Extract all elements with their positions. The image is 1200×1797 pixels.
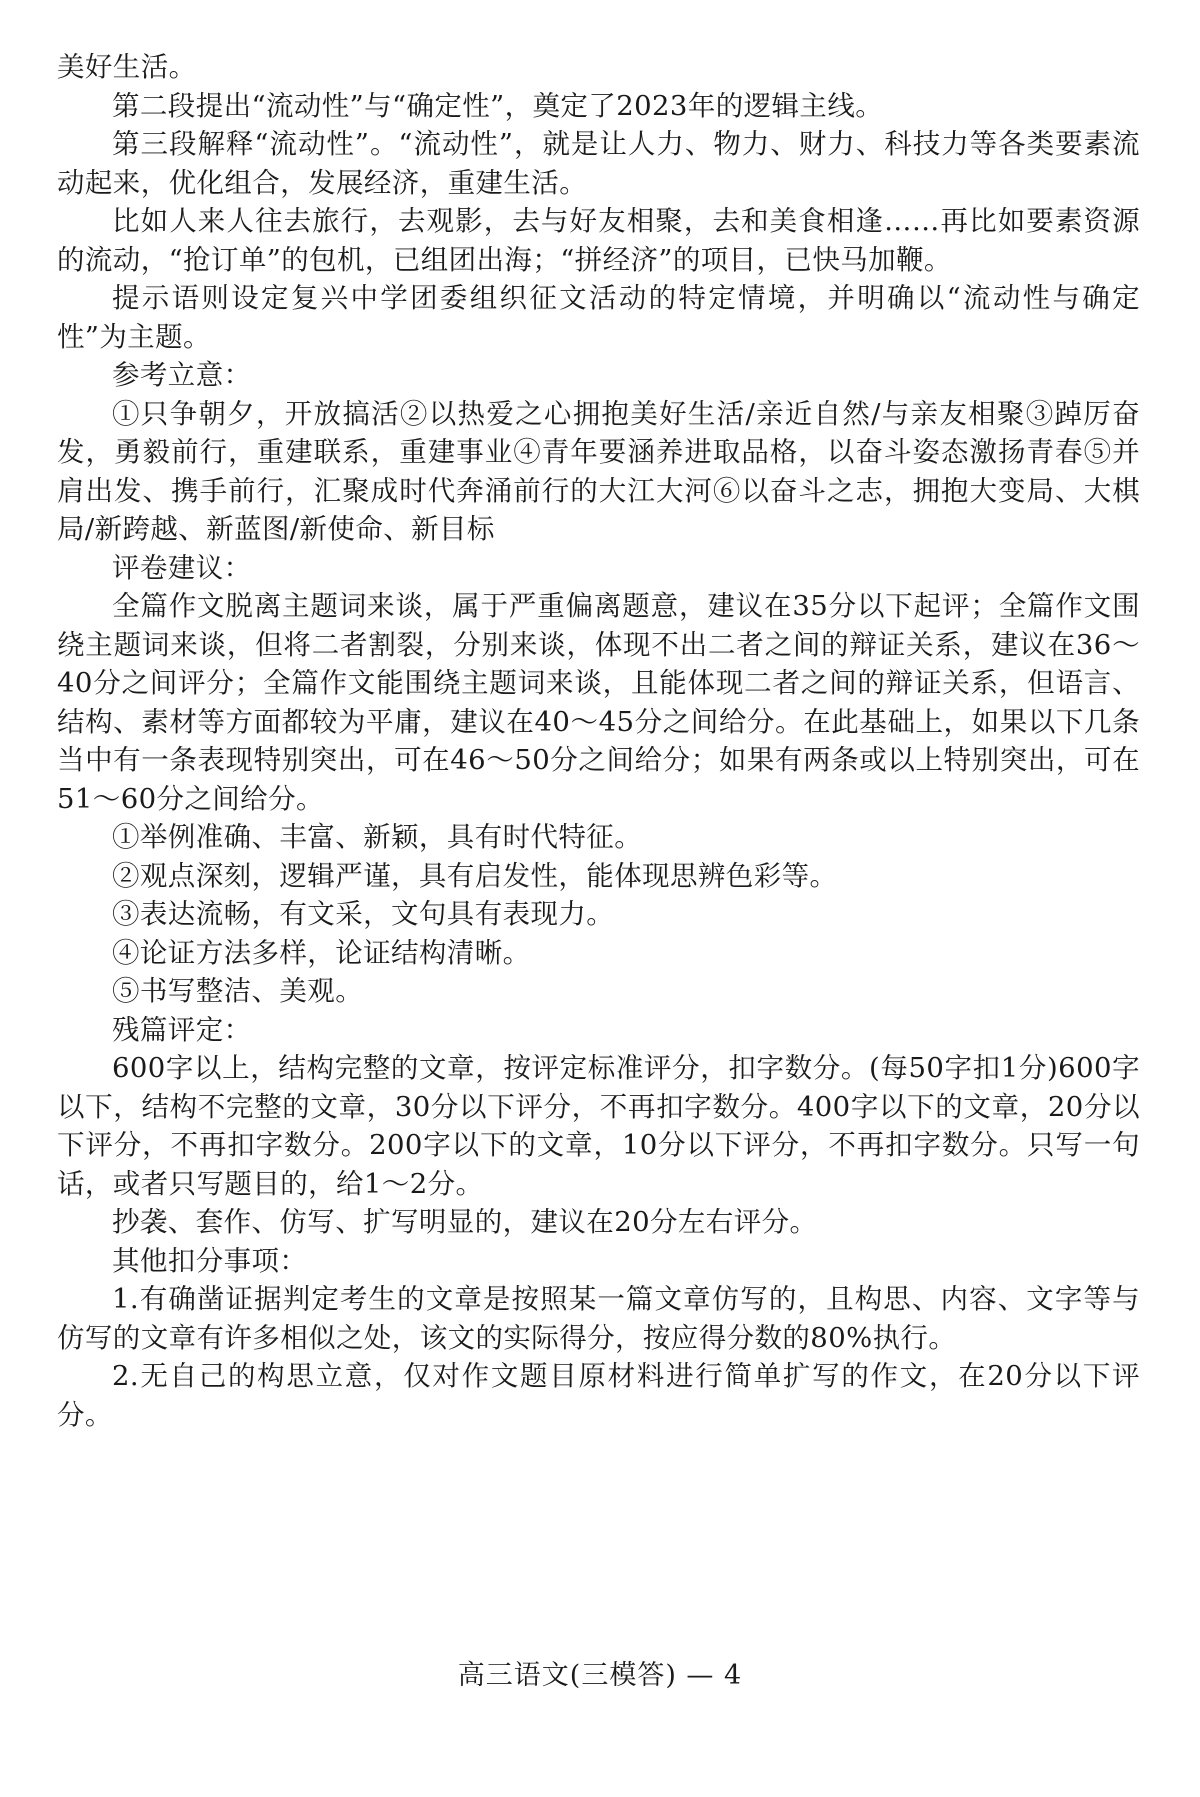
paragraph-second-section: 第二段提出“流动性”与“确定性”，奠定了2023年的逻辑主线。 bbox=[112, 89, 884, 122]
grading-heading: 评卷建议： bbox=[112, 551, 252, 584]
paragraph-third-section: 第三段解释“流动性”。“流动性”，就是让人力、物力、财力、科技力等各类要素流动起来，优化组合，发展经济，重建生活。 bbox=[57, 128, 1140, 199]
reference-text: ①只争朝夕，开放搞活②以热爱之心拥抱美好生活/亲近自然/与亲友相聚③踔厉奋发，勇毅前行，重建联系，重建事业④青年要涵养进取品格，以奋斗姿态激扬青春⑤并肩出发、携手前行，汇聚成时代奔涌前行的大江大河⑥以奋斗之志，拥抱大变局、大棋局/新跨越、新蓝图/新使命、新目标 bbox=[57, 397, 1140, 545]
criteria-item: ①举例准确、丰富、新颖，具有时代特征。 bbox=[112, 821, 643, 853]
paragraph-examples: 比如人来人往去旅行，去观影，去与好友相聚，去和美食相逢……再比如要素资源的流动，“抢订单”的包机，已组团出海；“拼经济”的项目，已快马加鞭。 bbox=[57, 205, 1140, 276]
other-item: 1.有确凿证据判定考生的文章是按照某一篇文章仿写的，且构思、内容、文字等与仿写的文章有许多相似之处，该文的实际得分，按应得分数的80%执行。 bbox=[57, 1283, 1140, 1354]
answer-document bbox=[57, 48, 1140, 1434]
plagiarism-text: 抄袭、套作、仿写、扩写明显的，建议在20分左右评分。 bbox=[112, 1206, 818, 1238]
criteria-item: ②观点深刻，逻辑严谨，具有启发性，能体现思辨色彩等。 bbox=[112, 859, 838, 892]
other-heading: 其他扣分事项： bbox=[112, 1244, 308, 1277]
grading-text: 全篇作文脱离主题词来谈，属于严重偏离题意，建议在35分以下起评；全篇作文围绕主题词来谈，但将二者割裂，分别来谈，体现不出二者之间的辩证关系，建议在36～40分之间评分；全篇作文能围绕主题词来谈，且能体现二者之间的辩证关系，但语言、结构、素材等方面都较为平庸，建议在40～45分之间给分。在此基础上，如果以下几条当中有一条表现特别突出，可在46～50分之间给分；如果有两条或以上特别突出，可在51～60分之间给分。 bbox=[57, 590, 1140, 815]
incomplete-heading: 残篇评定： bbox=[112, 1013, 252, 1046]
reference-heading: 参考立意： bbox=[112, 359, 252, 391]
incomplete-text: 600字以上，结构完整的文章，按评定标准评分，扣字数分。(每50字扣1分)600字以下，结构不完整的文章，30分以下评分，不再扣字数分。400字以下的文章，20分以下评分，不再扣字数分。200字以下的文章，10分以下评分，不再扣字数分。只写一句话，或者只写题目的，给1～2分。 bbox=[57, 1052, 1140, 1200]
criteria-item: ③表达流畅，有文采，文句具有表现力。 bbox=[112, 898, 615, 930]
paragraph-prompt-context: 提示语则设定复兴中学团委组织征文活动的特定情境，并明确以“流动性与确定性”为主题。 bbox=[57, 282, 1140, 353]
other-item: 2.无自己的构思立意，仅对作文题目原材料进行简单扩写的作文，在20分以下评分。 bbox=[57, 1360, 1140, 1431]
page-footer: 高三语文(三模答) — 4 bbox=[457, 1660, 743, 1691]
paragraph-continuation: 美好生活。 bbox=[57, 51, 197, 83]
criteria-item: ④论证方法多样，论证结构清晰。 bbox=[112, 936, 531, 969]
criteria-item: ⑤书写整洁、美观。 bbox=[112, 975, 364, 1007]
